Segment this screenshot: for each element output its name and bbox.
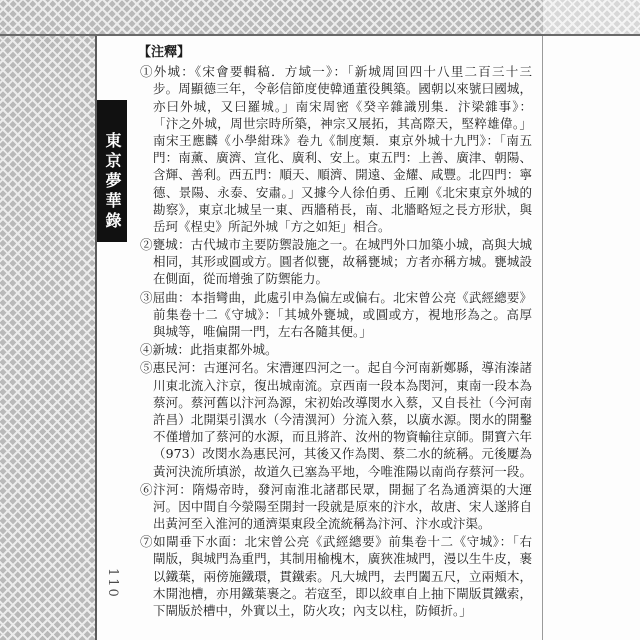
left-decorative-border (0, 0, 97, 640)
note-line: 門：南薰、廣濟、宣化、廣利、安上。東五門：上善、廣津、朝陽、 (153, 150, 532, 166)
note-line: 川東北流入汴京，復出城南流。京西南一段本為閔河，東南一段本為 (153, 377, 532, 393)
note-line: 以鐵葉，兩傍施鐵環，貫鐵索。凡大城門，去門闔五尺，立兩頰木， (153, 568, 532, 584)
note-line: ④新城：此指東都外城。 (140, 342, 278, 358)
note-line: 河。因中間自今滎陽至開封一段就是原來的汴水，故唐、宋人遂將自 (153, 498, 532, 514)
note-line: ⑤惠民河：古運河名。宋漕運四河之一。起自今河南新鄭縣，導洧溱諸 (140, 360, 532, 376)
note-line: ①外城：《宋會要輯稿．方域一》：「新城周回四十八里二百三十三 (140, 64, 532, 80)
note-line: ③屈曲：本指彎曲，此處引申為偏左或偏右。北宋曾公亮《武經總要》 (140, 289, 532, 305)
note-6 (138, 481, 532, 533)
book-title-tab (97, 100, 127, 242)
page-number: 110 (105, 568, 120, 599)
note-line: 黃河決流所填淤，故道久已塞為平地，今唯淮陽以南尚存蔡河一段。 (153, 463, 532, 479)
book-title: 東京夢華錄 (103, 132, 122, 232)
note-line: 德、景陽、永泰、安肅。」又據今人徐伯勇、丘剛《北宋東京外城的 (153, 184, 532, 200)
note-line: 含輝、善利。西五門：順天、順濟、開遠、金耀、咸豐。北四門：寧 (153, 167, 532, 183)
note-line: ⑥汴河：隋煬帝時，發河南淮北諸郡民眾，開掘了名為通濟渠的大運 (140, 481, 532, 497)
note-line: 下閘版於槽中，外實以土，防火攻；內支以柱，防傾折。」 (153, 603, 472, 618)
note-line: 「汴之外城，周世宗時所築，神宗又展拓，其高際天，堅粹雄偉。」 (153, 115, 532, 131)
note-line: 許昌）北開渠引潩水（今清潩河）分流入蔡，以廣水源。閔水的開鑿 (153, 411, 532, 427)
note-line: ②甕城：古代城市主要防禦設施之一。在城門外口加築小城，高與大城 (140, 237, 532, 253)
note-4 (138, 341, 532, 358)
annotations-text (138, 44, 532, 634)
note-line: 在側面，從而增強了防禦能力。 (153, 271, 329, 287)
note-5 (138, 359, 532, 479)
note-line: 岳珂《桯史》所記外城「方之如矩」相合。 (153, 218, 391, 234)
note-line: 前集卷十二《守城》：「其城外甕城，或圓或方，視地形為之。高厚 (153, 306, 532, 322)
note-line: 相同，其形或圓或方。圓者似甕，故稱甕城；方者亦稱方城。甕城設 (153, 254, 532, 270)
note-line: （973）改閔水為惠民河，其後又作為閔、蔡二水的統稱。元後屢為 (153, 446, 532, 462)
section-heading: 【注釋】 (138, 45, 191, 60)
note-line: 步。周顯德三年，令彰信節度使韓通董役興築。國朝以來號曰國城， (153, 81, 532, 97)
right-frame-line (542, 36, 543, 640)
top-right-border-fade (543, 0, 640, 34)
note-line: 亦曰外城，又曰羅城。」南宋周密《癸辛雜識別集．汴梁雜事》： (153, 98, 532, 114)
note-line: 不僅增加了蔡河的水源，而且將許、汝州的物資輸往京師。開寶六年 (153, 429, 532, 445)
note-3 (138, 289, 532, 341)
note-line: 出黃河至入淮河的通濟渠東段全流統稱為汴河、汴水或汴渠。 (153, 516, 491, 532)
note-line: ⑦如閘垂下水面：北宋曾公亮《武經總要》前集卷十二《守城》：「右 (140, 534, 532, 550)
note-line: 與城等，唯偏開一門，左右各隨其便。」 (153, 324, 372, 339)
note-line: 南宋王應麟《小學紺珠》卷九《制度類．東京外城十九門》：「南五 (153, 132, 532, 148)
note-7 (138, 533, 532, 619)
note-1 (138, 63, 532, 235)
note-line: 閘版，與城門為重門，其制用榆槐木，廣狹准城門，漫以生牛皮，裹 (153, 551, 532, 567)
note-line: 木開池槽，亦用鐵葉裹之。若寇至，即以絞車自上抽下閘版貫鐵索， (153, 585, 532, 601)
note-2 (138, 236, 532, 288)
note-line: 勘察》，東京北城呈一東、西牆稍長，南、北牆略短之長方形狀，與 (153, 201, 532, 217)
note-line: 蔡河。蔡河舊以汴河為源，宋初始改導閔水入蔡，又自長社（今河南 (153, 394, 532, 410)
